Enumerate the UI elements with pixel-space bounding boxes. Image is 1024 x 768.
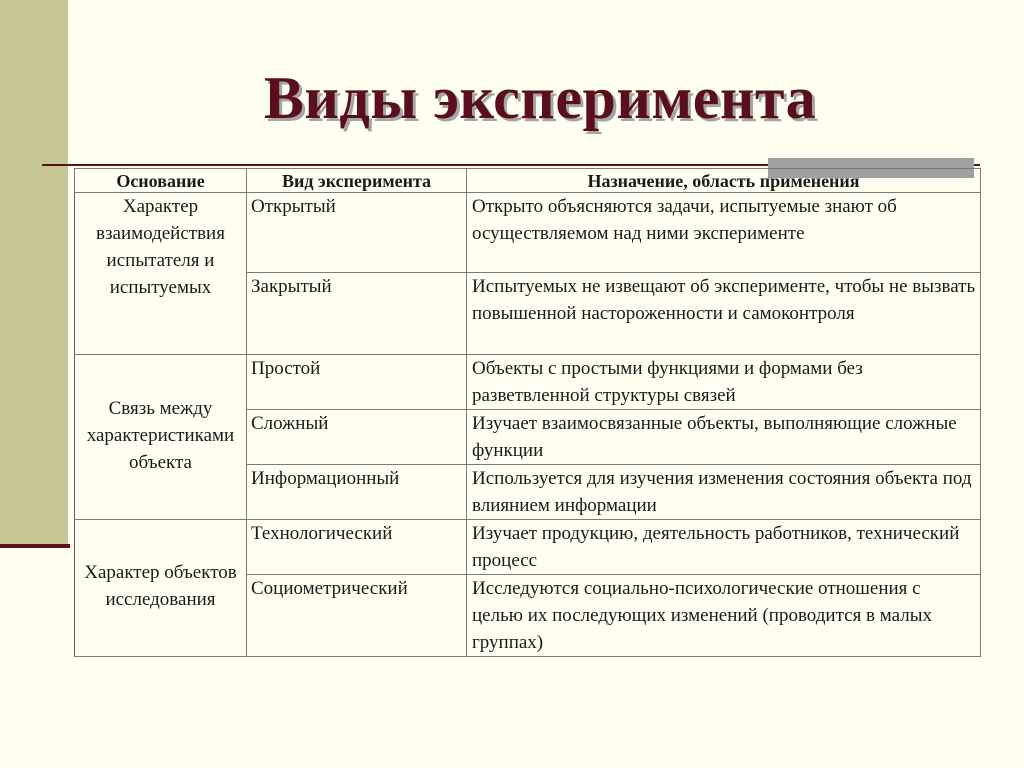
header-purpose: Назначение, область применения — [467, 169, 981, 193]
header-kind: Вид эксперимента — [247, 169, 467, 193]
kind-cell: Социометрический — [247, 575, 467, 657]
kind-cell: Закрытый — [247, 273, 467, 355]
basis-cell-research-objects: Характер объектов исследования — [75, 520, 247, 657]
purpose-cell: Изучает взаимосвязанные объекты, выполняющие сложные функции — [467, 410, 981, 465]
basis-cell-interaction: Характер взаимодействия испытателя и испытуемых — [75, 193, 247, 355]
purpose-cell: Испытуемых не извещают об эксперименте, чтобы не вызвать повышенной настороженности и самоконтроля — [467, 273, 981, 355]
purpose-cell: Изучает продукцию, деятельность работников, технический процесс — [467, 520, 981, 575]
table-row — [75, 355, 981, 410]
purpose-cell: Исследуются социально-психологические отношения с целью их последующих изменений (проводится в малых группах) — [467, 575, 981, 657]
table-row — [75, 193, 981, 273]
header-basis: Основание — [75, 169, 247, 193]
purpose-cell: Объекты с простыми функциями и формами без разветвленной структуры связей — [467, 355, 981, 410]
purpose-cell: Используется для изучения изменения состояния объекта под влиянием информации — [467, 465, 981, 520]
kind-cell: Технологический — [247, 520, 467, 575]
kind-cell: Информационный — [247, 465, 467, 520]
table-row — [75, 520, 981, 575]
slide-title: Виды эксперимента — [263, 65, 817, 131]
experiment-types-table — [74, 168, 981, 657]
left-accent-bar — [0, 544, 70, 548]
kind-cell: Сложный — [247, 410, 467, 465]
kind-cell: Простой — [247, 355, 467, 410]
table-header-row — [75, 169, 981, 193]
kind-cell: Открытый — [247, 193, 467, 273]
basis-cell-object-links: Связь между характеристиками объекта — [75, 355, 247, 520]
purpose-cell: Открыто объясняются задачи, испытуемые знают об осуществляемом над ними эксперименте — [467, 193, 981, 273]
